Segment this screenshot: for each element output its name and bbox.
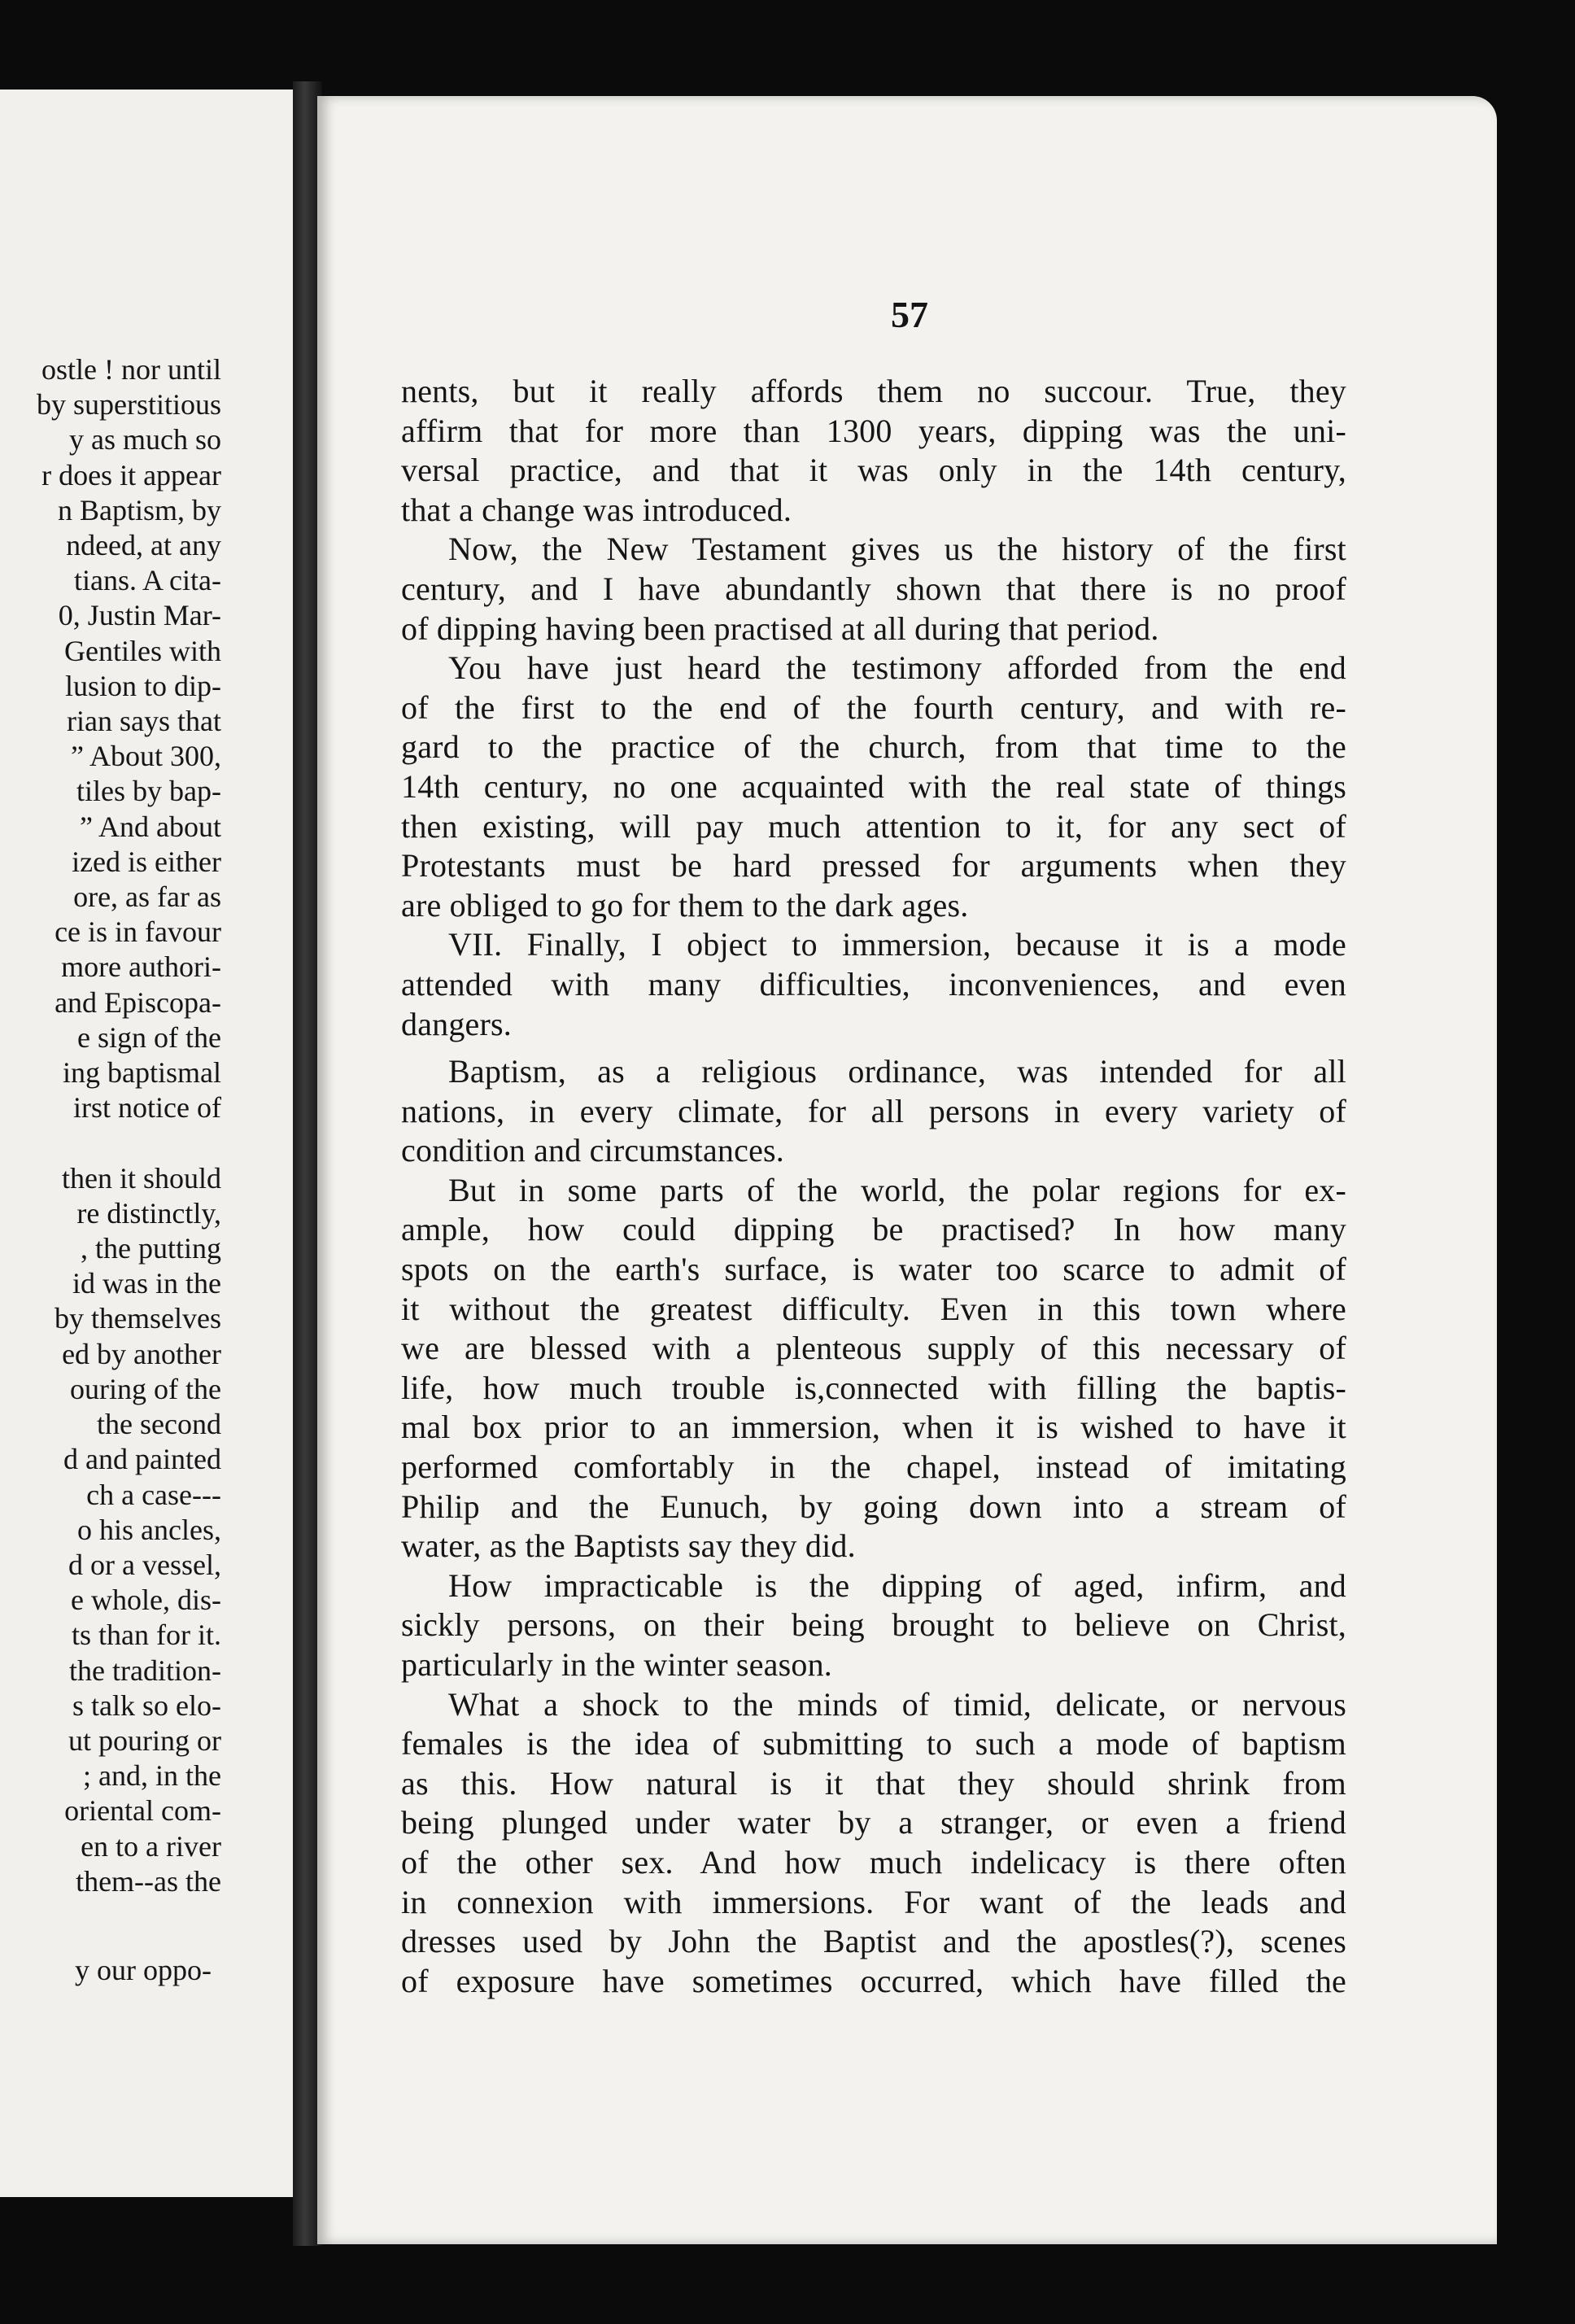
text-line: gard to the practice of the church, from that time to the [401, 728, 1346, 766]
left-page-line: then it should [62, 1161, 221, 1195]
left-facing-page [0, 90, 298, 2197]
left-page-line: tians. A cita- [74, 564, 221, 597]
left-page-line: e whole, dis- [71, 1584, 221, 1617]
left-page-line: the second [97, 1408, 221, 1441]
left-page-line: ing baptismal [63, 1056, 221, 1090]
left-page-line: by superstitious [36, 388, 221, 422]
left-page-line: the tradition- [69, 1653, 221, 1687]
left-page-line: ed by another [62, 1337, 221, 1370]
text-line: nations, in every climate, for all persons in every variety of [401, 1092, 1346, 1129]
left-page-line: s talk so elo- [72, 1688, 221, 1722]
left-page-line [0, 1125, 221, 1160]
text-line: are obliged to go for them to the dark ages. [401, 886, 969, 924]
left-page-line: ” About 300, [71, 740, 221, 773]
text-line: 14th century, no one acquainted with the real state of things [401, 767, 1346, 805]
text-line: How impracticable is the dipping of aged, infirm, and [448, 1566, 1346, 1604]
text-line: condition and circumstances. [401, 1132, 785, 1169]
text-line: VII. Finally, I object to immersion, because it is a mode [448, 926, 1346, 963]
text-line: century, and I have abundantly shown that there is no proof [401, 570, 1346, 607]
text-line: attended with many difficulties, inconveniences, and even [401, 965, 1346, 1003]
left-page-line: ts than for it. [72, 1618, 221, 1652]
text-line: dangers. [401, 1005, 512, 1042]
text-line: Baptism, as a religious ordinance, was intended for all [448, 1053, 1346, 1090]
text-line: it without the greatest difficulty. Even in this town where [401, 1290, 1346, 1327]
text-line: performed comfortably in the chapel, instead of imitating [401, 1448, 1346, 1486]
paragraph-gap [401, 1044, 1346, 1052]
left-page-line: e sign of the [77, 1020, 221, 1054]
left-page-line: n Baptism, by [57, 493, 221, 526]
text-line: that a change was introduced. [401, 491, 792, 528]
text-line: females is the idea of submitting to such a mode of baptism [401, 1725, 1346, 1763]
left-page-line: ch a case--- [86, 1478, 221, 1511]
page-body-text [401, 372, 1346, 2001]
left-page-line: Gentiles with [64, 634, 221, 667]
text-line: Protestants must be hard pressed for arguments when they [401, 847, 1346, 885]
left-page-text-column [0, 352, 221, 1899]
left-page-line: ouring of the [70, 1372, 221, 1405]
left-page-line: ostle ! nor until [41, 353, 221, 386]
text-line: nents, but it really affords them no succour. True, they [401, 373, 1346, 409]
left-page-line: d or a vessel, [68, 1548, 221, 1581]
text-line: mal box prior to an immersion, when it is wished to have it [401, 1409, 1346, 1446]
text-line: of dipping having been practised at all during that period. [401, 609, 1159, 647]
text-line: water, as the Baptists say they did. [401, 1527, 856, 1565]
left-page-line: en to a river [81, 1829, 221, 1863]
left-page-line: re distinctly, [76, 1196, 221, 1230]
left-page-line: y as much so [69, 423, 221, 456]
left-page-line: ut pouring or [68, 1723, 221, 1757]
left-page-line: more authori- [61, 950, 221, 984]
text-line: Now, the New Testament gives us the history of the first [448, 531, 1346, 568]
text-line: spots on the earth's surface, is water too scarce to admit of [401, 1251, 1346, 1288]
left-page-line: o his ancles, [77, 1513, 221, 1546]
left-page-line: tiles by bap- [76, 775, 221, 808]
text-line: You have just heard the testimony afforded from the end [448, 649, 1346, 687]
left-page-line: irst notice of [73, 1091, 221, 1125]
left-page-line: ized is either [72, 845, 221, 878]
text-line: as this. How natural is it that they should shrink from [401, 1764, 1346, 1802]
left-page-line: and Episcopa- [55, 985, 221, 1019]
text-line: of the first to the end of the fourth century, and with re- [401, 688, 1346, 726]
left-page-line: d and painted [63, 1443, 221, 1476]
left-page-line: id was in the [72, 1267, 221, 1300]
left-page-line: ndeed, at any [66, 529, 221, 562]
text-line: life, how much trouble is,connected with filling the baptis- [401, 1369, 1346, 1406]
left-page-line: rian says that [67, 705, 221, 738]
page-number: 57 [891, 294, 928, 335]
left-page-line: r does it appear [41, 458, 221, 491]
text-line: versal practice, and that it was only in the 14th century, [401, 452, 1346, 489]
text-line: being plunged under water by a stranger, or even a friend [401, 1804, 1346, 1841]
text-line: in connexion with immersions. For want of the leads and [401, 1883, 1346, 1920]
left-page-line: by themselves [55, 1302, 221, 1335]
text-line: of exposure have sometimes occurred, which have filled the [401, 1962, 1346, 1999]
left-page-line: , the putting [81, 1232, 221, 1265]
text-line: ample, how could dipping be practised? In how many [401, 1211, 1346, 1248]
left-page-last-line: y our oppo- [75, 1954, 212, 1986]
left-page-line: ce is in favour [55, 915, 221, 949]
text-line: What a shock to the minds of timid, delicate, or nervous [448, 1685, 1346, 1723]
left-page-line: ” And about [80, 810, 221, 843]
text-line: sickly persons, on their being brought to believe on Christ, [401, 1606, 1346, 1644]
left-page-line: lusion to dip- [64, 669, 221, 702]
left-page-line: 0, Justin Mar- [58, 599, 221, 632]
left-page-line: oriental com- [64, 1794, 221, 1828]
text-line: dresses used by John the Baptist and the apostles(?), scenes [401, 1923, 1346, 1960]
text-line: But in some parts of the world, the polar regions for ex- [448, 1171, 1346, 1208]
text-line: particularly in the winter season. [401, 1646, 832, 1683]
text-line: then existing, will pay much attention to it, for any sect of [401, 807, 1346, 845]
text-line: we are blessed with a plenteous supply of this necessary of [401, 1330, 1346, 1367]
left-page-line: ; and, in the [83, 1759, 221, 1793]
text-line: Philip and the Eunuch, by going down into a stream of [401, 1487, 1346, 1525]
left-page-line: them--as the [76, 1864, 221, 1898]
text-line: affirm that for more than 1300 years, dipping was the uni- [401, 412, 1346, 449]
text-line: of the other sex. And how much indelicacy is there often [401, 1843, 1346, 1881]
left-page-line: ore, as far as [73, 880, 221, 914]
